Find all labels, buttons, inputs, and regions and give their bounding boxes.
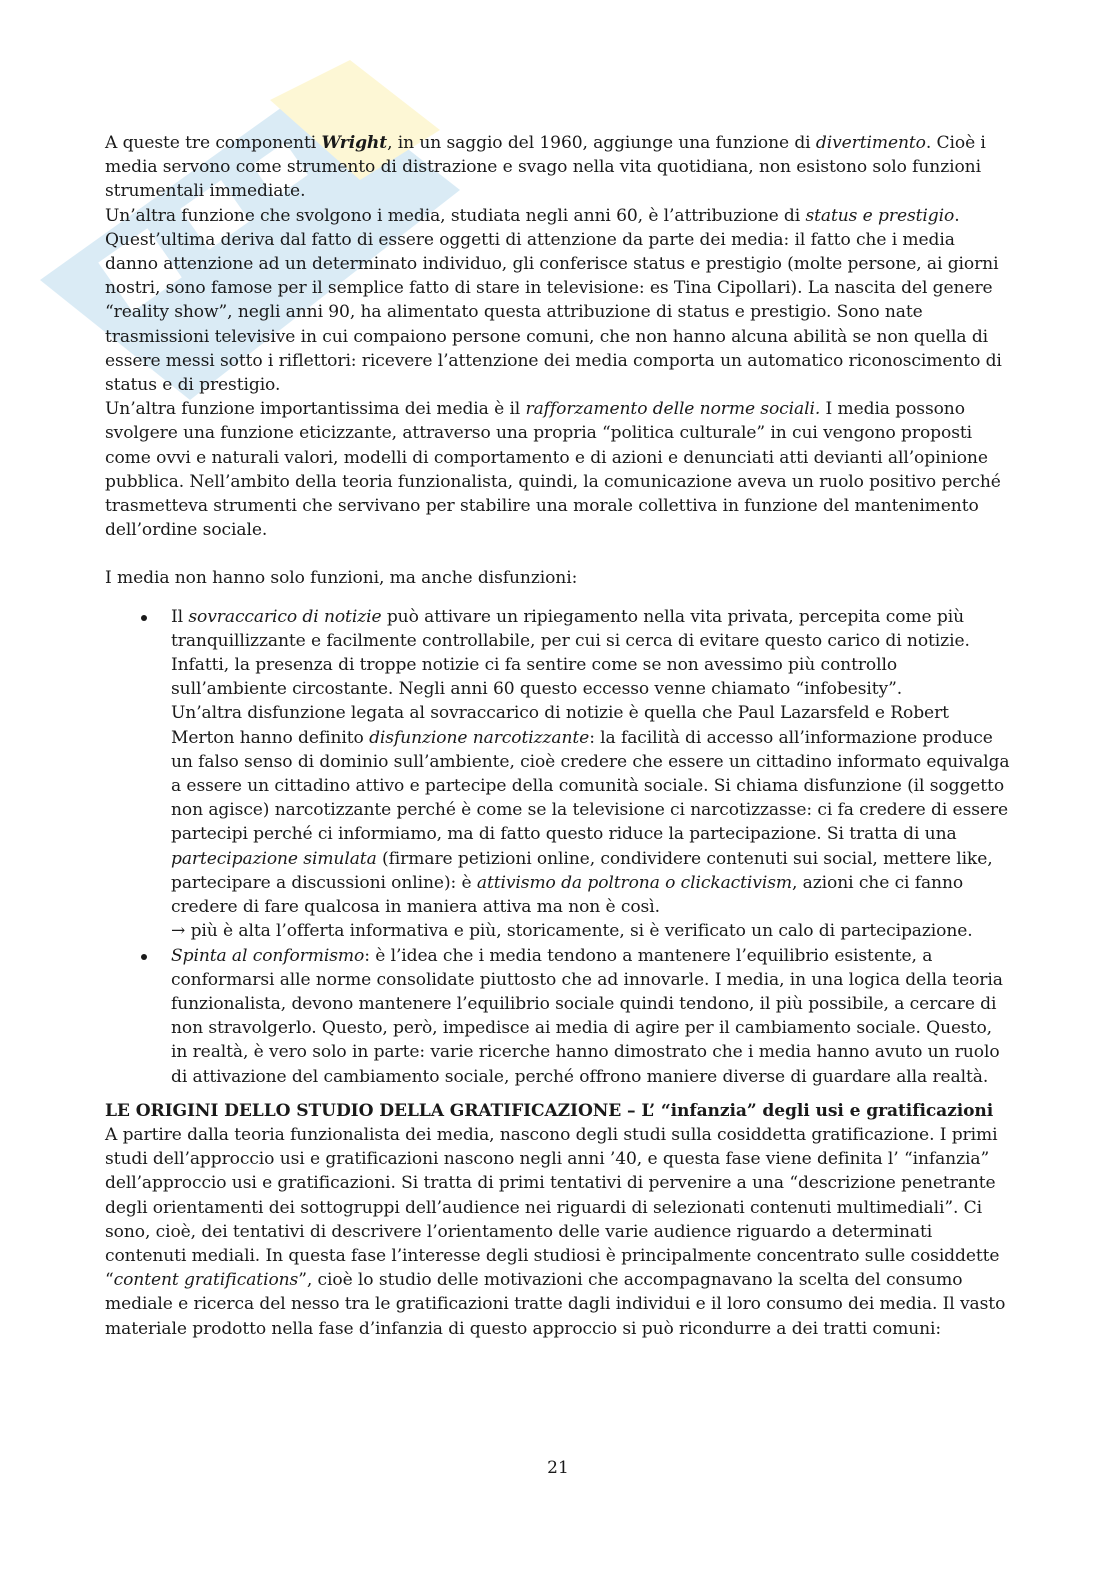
text: , in un saggio del 1960, aggiunge una funzione di — [387, 133, 816, 153]
section-heading: LE ORIGINI DELLO STUDIO DELLA GRATIFICAZIONE – L’ “infanzia” degli usi e gratificazioni — [105, 1100, 994, 1121]
text: (firmare petizioni online, condividere contenuti sui social, mettere like, partecipare a discussioni online): è — [171, 848, 993, 893]
page-number: 21 — [547, 1458, 569, 1478]
bullet-icon — [141, 615, 147, 621]
text: Il — [171, 606, 189, 627]
text: Un’altra disfunzione legata al sovraccarico di notizie è quella che Paul Lazarsfeld e Robert Merton hanno definito — [171, 703, 949, 748]
paragraph-wright — [105, 131, 1011, 204]
arrow-right-icon: → — [171, 921, 186, 942]
text: Un’altra funzione importantissima dei media è il — [105, 399, 526, 420]
emphasis: Spinta al conformismo — [171, 945, 365, 966]
emphasis: disfunzione narcotizzante — [369, 727, 590, 748]
emphasis: attivismo da poltrona o clickactivism — [476, 872, 792, 893]
document-body — [105, 131, 1011, 1341]
emphasis: divertimento — [815, 133, 926, 153]
text: può attivare un ripiegamento nella vita privata, percepita come più tranquillizzante e facilmente controllabile, per cui si cerca di evitare questo carico di notizie. Infatti, la presenza di troppe notizie ci fa sentire come se non avessimo più controllo sull’ambiente circostante. Negli anni 60 questo eccesso venne chiamato “infobesity”. — [171, 606, 970, 700]
author-name: Wright — [321, 133, 388, 153]
text: A queste tre componenti — [105, 133, 322, 153]
paragraph-norms — [105, 397, 1011, 542]
text: più è alta l’offerta informativa e più, storicamente, si è verificato un calo di partecipazione. — [185, 921, 973, 942]
text: ”, cioè lo studio delle motivazioni che accompagnavano la scelta del consumo mediale e ricerca del nesso tra le gratificazioni tratte dagli individui e il loro consumo dei media. Il vasto materiale prodotto nella fase d’infanzia di questo approccio si può ricondurre a dei tratti comuni: — [105, 1270, 1006, 1339]
paragraph-gratification — [105, 1123, 1011, 1341]
text: . Cioè i media servono come strumento di distrazione e svago nella vita quotidiana, non esistono solo funzioni strumentali immediate. — [105, 133, 986, 202]
text: : la facilità di accesso all’informazione produce un falso senso di dominio sull’ambiente, cioè credere che essere un cittadino informato equivalga a essere un cittadino attivo e partecipe della comunità sociale. Si chiama disfunzione (il soggetto non agisce) narcotizzante perché è come se la televisione ci narcotizzasse: ci fa credere di essere partecipi perché ci informiamo, ma di fatto questo riduce la partecipazione. Si tratta di una — [171, 727, 1010, 845]
emphasis: rafforzamento delle norme sociali. — [525, 399, 821, 420]
paragraph-status — [105, 204, 1011, 398]
text: . Quest’ultima deriva dal fatto di essere oggetti di attenzione da parte dei media: il fatto che i media danno attenzione ad un determinato individuo, gli conferisce status e prestigio (molte persone, ai giorni nostri, sono famose per il semplice fatto di stare in televisione: es Tina Cipollari). La nascita del genere “reality show”, negli anni 90, ha alimentato questa attribuzione di status e prestigio. Sono nate trasmissioni televisive in cui compaiono persone comuni, che non hanno alcuna abilità se non quella di essere messi sotto i riflettori: ricevere l’attenzione dei media comporta un automatico riconoscimento di status e di prestigio. — [105, 205, 1002, 396]
emphasis: status e prestigio — [805, 205, 955, 226]
emphasis: content gratifications — [113, 1270, 299, 1291]
text: , azioni che ci fanno credere di fare qualcosa in maniera attiva ma non è così. — [171, 872, 964, 918]
list-item — [105, 944, 1011, 1089]
text: Un’altra funzione che svolgono i media, studiata negli anni 60, è l’attribuzione di — [105, 205, 806, 226]
dysfunctions-list — [105, 605, 1011, 1089]
paragraph-dysfunctions-intro: I media non hanno solo funzioni, ma anche disfunzioni: — [105, 568, 578, 589]
list-item — [105, 605, 1011, 944]
emphasis: partecipazione simulata — [171, 848, 377, 869]
bullet-icon — [141, 954, 147, 960]
text: : è l’idea che i media tendono a mantenere l’equilibrio esistente, a conformarsi alle norme consolidate piuttosto che ad innovarle. I media, in una logica della teoria funzionalista, devono mantenere l’equilibrio sociale quindi tendono, il più possibile, a cercare di non stravolgerlo. Questo, però, impedisce ai media di agire per il cambiamento sociale. Questo, in realtà, è vero solo in parte: varie ricerche hanno dimostrato che i media hanno avuto un ruolo di attivazione del cambiamento sociale, perché offrono maniere diverse di guardare alla realtà. — [171, 945, 1003, 1087]
text: A partire dalla teoria funzionalista dei media, nascono degli studi sulla cosiddetta gratificazione. I primi studi dell’approccio usi e gratificazioni nascono negli anni ’40, e questa fase viene definita l’ “infanzia” dell’approccio usi e gratificazioni. Si tratta di primi tentativi di pervenire a una “descrizione penetrante degli orientamenti dei sottogruppi dell’audience nei riguardi di selezionati contenuti multimediali”. Ci sono, cioè, dei tentativi di descrivere l’orientamento delle varie audience riguardo a determinati contenuti mediali. In questa fase l’interesse degli studiosi è principalmente concentrato sulle cosiddette “ — [105, 1124, 1000, 1291]
emphasis: sovraccarico di notizie — [188, 606, 382, 627]
text: I media possono svolgere una funzione eticizzante, attraverso una propria “politica culturale” in cui vengono proposti come ovvi e naturali valori, modelli di comportamento e di azioni e denunciati atti devianti all’opinione pubblica. Nell’ambito della teoria funzionalista, quindi, la comunicazione aveva un ruolo positivo perché trasmetteva strumenti che servivano per stabilire una morale collettiva in funzione del mantenimento dell’ordine sociale. — [105, 399, 1001, 541]
